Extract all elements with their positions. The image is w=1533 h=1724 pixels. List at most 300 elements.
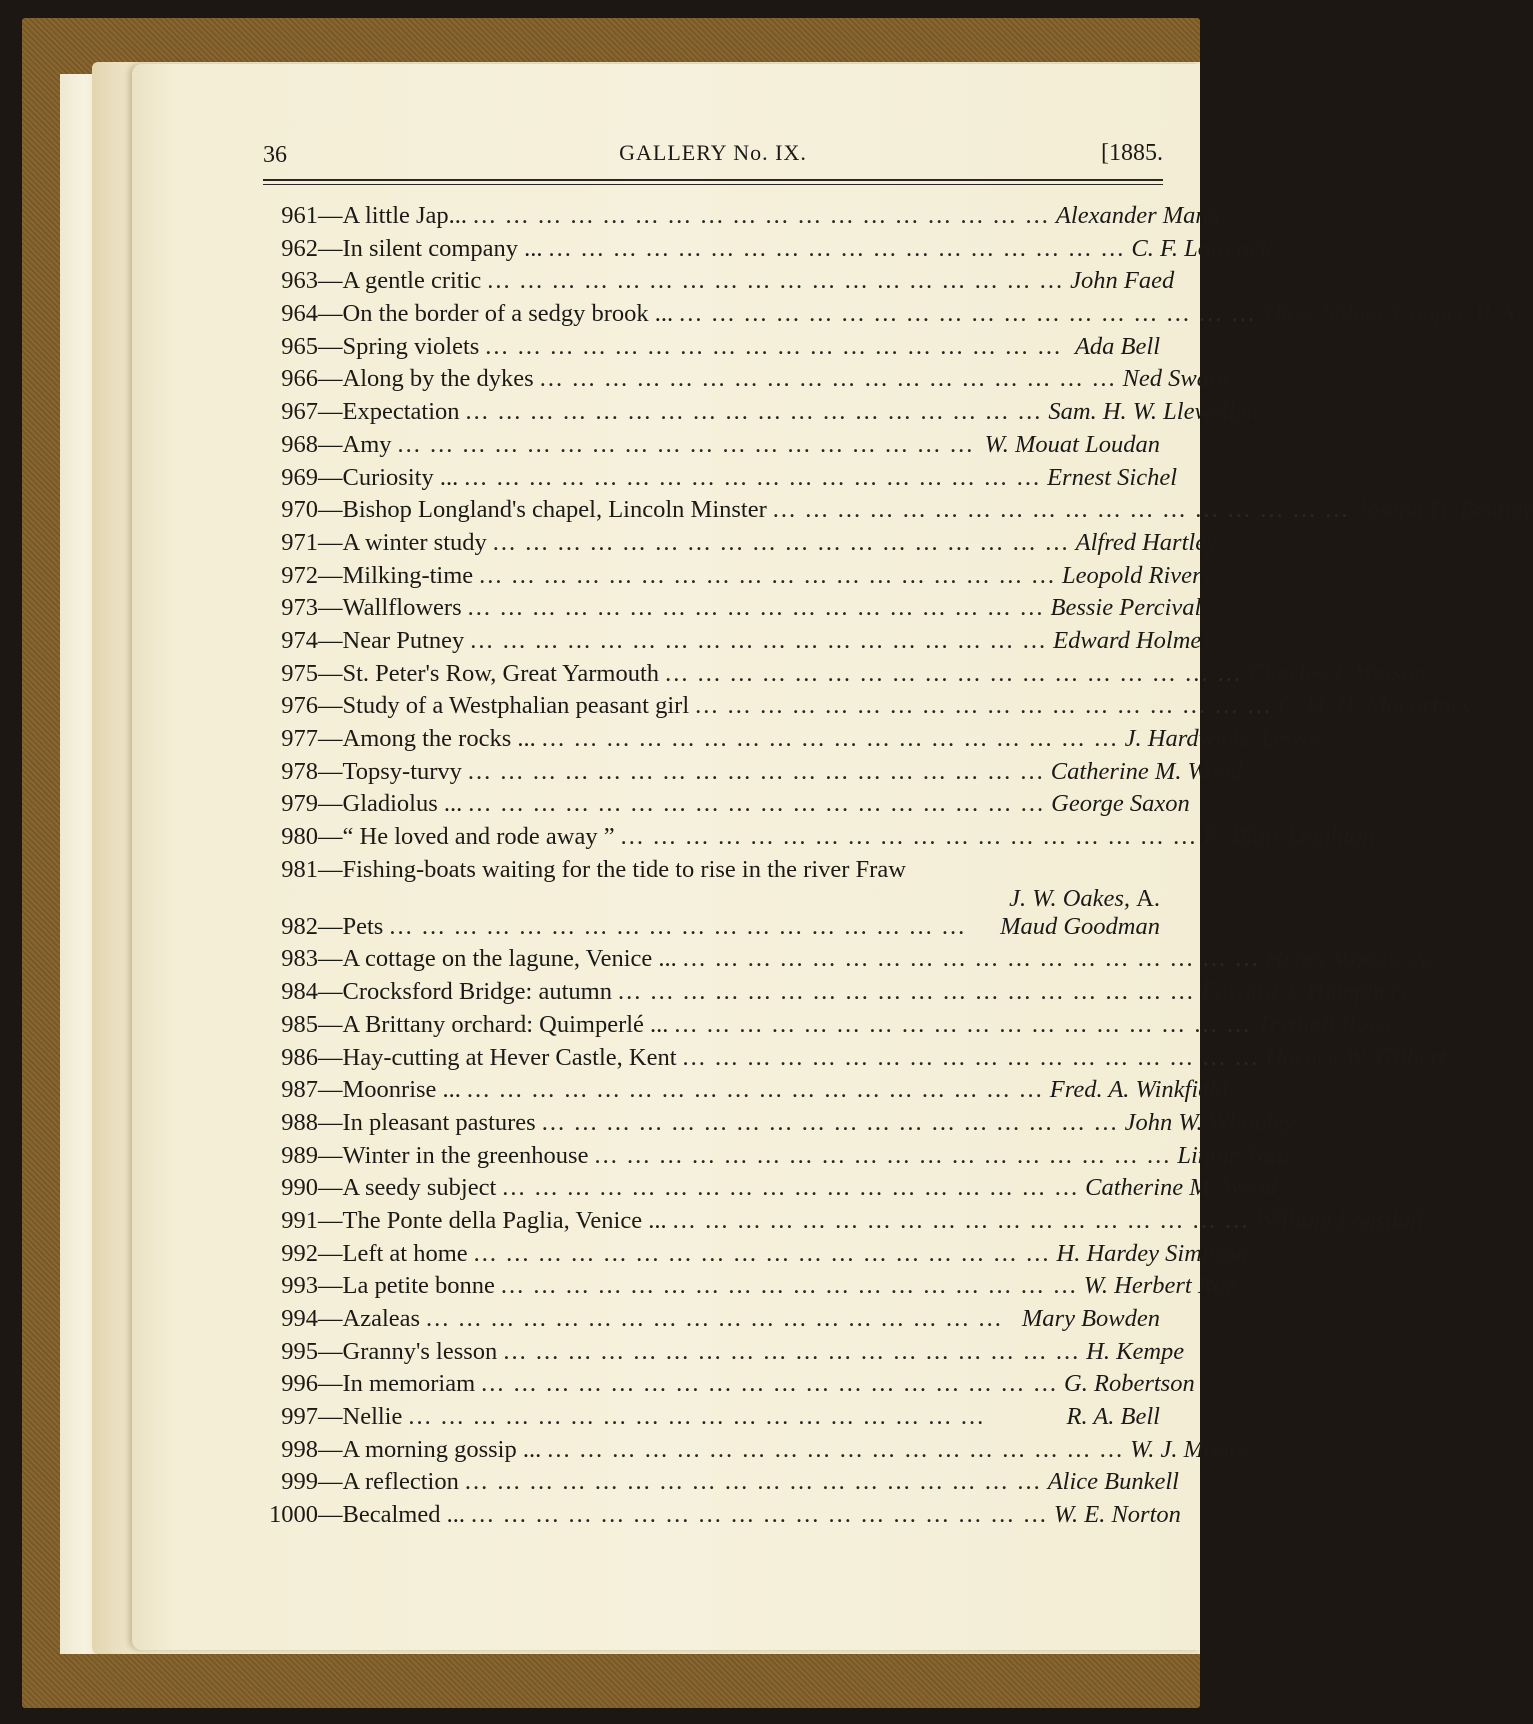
- artist-name: Edward Holmes: [1053, 626, 1211, 654]
- entry-title: “ He loved and rode away ”: [342, 823, 615, 851]
- entry-artist: [1047, 462, 1177, 495]
- catalogue-entry: [246, 1205, 1424, 1238]
- artist-name: W. E. Norton: [1053, 1501, 1181, 1529]
- entry-title: Becalmed ...: [342, 1501, 465, 1529]
- entry-title: On the border of a sedgy brook ...: [342, 300, 674, 328]
- entry-title: Near Putney: [342, 626, 465, 654]
- entry-title: In memoriam: [342, 1370, 476, 1398]
- catalogue-entry: [246, 1336, 1185, 1369]
- artist-name: Ada Bell: [1074, 332, 1160, 360]
- entry-line: [246, 658, 1427, 691]
- dot-leader: ... ... ... ... ... ... ... ... ... ... ... ... ... ... ... ... ... ...: [485, 332, 1063, 360]
- entry-number: 996: [281, 1370, 318, 1398]
- catalogue-entry: [246, 396, 1259, 429]
- catalogue-entry: [246, 788, 1190, 821]
- entry-dash: —: [318, 1108, 343, 1136]
- entry-number: 972: [281, 561, 318, 589]
- entry-artist: [1201, 976, 1410, 1009]
- artist-name: W. J. Moore: [1130, 1435, 1249, 1463]
- gallery-title: GALLERY No. IX.: [619, 140, 807, 165]
- dot-leader: ... ... ... ... ... ... ... ... ... ... ... ... ... ... ... ... ... ...: [594, 1141, 1172, 1169]
- entry-dash: —: [318, 1010, 343, 1038]
- entry-title: Wallflowers: [342, 594, 462, 622]
- artist-name: Catherine M. Wood: [1050, 757, 1243, 785]
- entry-number: 980: [281, 823, 318, 851]
- entry-line: [246, 976, 1411, 1009]
- catalogue-entry: [246, 527, 1217, 560]
- artist-name: Leopold Rivers: [1062, 561, 1212, 589]
- entry-title: The Ponte della Paglia, Venice ...: [342, 1206, 667, 1234]
- entry-number: 976: [281, 692, 318, 720]
- entry-title: St. Peter's Row, Great Yarmouth: [342, 659, 660, 687]
- dot-leader: ... ... ... ... ... ... ... ... ... ... ... ... ... ... ... ... ... ...: [397, 430, 975, 458]
- entry-artist: [1067, 1401, 1160, 1434]
- artist-honor: R.A.: [1476, 300, 1523, 328]
- artist-name: Mary Bowden: [1021, 1305, 1160, 1332]
- entry-line: [246, 1499, 1181, 1532]
- artist-name: Henry Woods,: [1265, 945, 1404, 973]
- artist-name: George Saxon: [1051, 790, 1190, 818]
- entry-artist: [1062, 560, 1211, 593]
- entry-dash: —: [318, 1272, 343, 1300]
- catalogue-entry: [246, 976, 1411, 1009]
- entry-title: Study of a Westphalian peasant girl: [342, 692, 690, 720]
- catalogue-entry: [246, 1238, 1249, 1271]
- entry-number: 990: [281, 1174, 318, 1202]
- entry-number: 995: [281, 1337, 318, 1365]
- artist-name: Ernest Sichel: [1047, 463, 1178, 491]
- dot-leader: ... ... ... ... ... ... ... ... ... ... ... ... ... ... ... ... ... ...: [682, 945, 1260, 973]
- artist-name: Alice Bunkell: [1047, 1468, 1179, 1496]
- entry-number: 993: [281, 1272, 318, 1300]
- catalogue-entry: [246, 1499, 1181, 1532]
- entry-artist: [1257, 1009, 1395, 1042]
- entry-dash: —: [318, 1206, 343, 1234]
- artist-name: William Logsdail: [1255, 1206, 1424, 1234]
- catalogue-entry: [246, 462, 1178, 495]
- entry-number: 975: [281, 659, 318, 687]
- entry-line: [246, 592, 1202, 625]
- artist-name: Joseph H. Bentley: [1355, 496, 1533, 524]
- catalogue-entry: [246, 429, 1160, 462]
- entry-line: [246, 462, 1178, 495]
- dot-leader: ... ... ... ... ... ... ... ... ... ... ... ... ... ... ... ... ... ...: [672, 1206, 1250, 1234]
- artist-name: C. H. H. Macartney: [1278, 692, 1473, 720]
- dot-leader: ... ... ... ... ... ... ... ... ... ... ... ... ... ... ... ... ... ...: [492, 528, 1070, 556]
- entry-artist: [1075, 331, 1160, 364]
- entry-line: [246, 396, 1259, 429]
- entry-title: Winter in the greenhouse: [342, 1141, 589, 1169]
- entry-artist: [1056, 200, 1220, 233]
- entry-dash: —: [318, 790, 343, 818]
- catalogue-entry: [246, 592, 1202, 625]
- header-rule-thick: [263, 179, 1163, 181]
- entry-number: 989: [281, 1141, 318, 1169]
- entry-line: [246, 1368, 1195, 1401]
- entry-number: 988: [281, 1108, 318, 1136]
- dot-leader: ... ... ... ... ... ... ... ... ... ... ... ... ... ... ... ... ... ...: [547, 1435, 1125, 1463]
- entry-line: [246, 1107, 1295, 1140]
- entry-number: 973: [281, 594, 318, 622]
- artist-name: H. Hardey Simpson: [1056, 1239, 1249, 1267]
- entry-line: [246, 1074, 1229, 1107]
- entry-number: 970: [281, 496, 318, 524]
- catalogue-entry: [246, 1009, 1396, 1042]
- page-number: 36: [263, 142, 287, 168]
- entry-artist: [1248, 658, 1426, 691]
- entry-title: Gladiolus ...: [342, 790, 463, 818]
- catalogue-entry: [246, 1303, 1160, 1336]
- catalogue-entry: [246, 756, 1243, 789]
- catalogue-entry: [246, 494, 1533, 527]
- entry-artist: [1130, 1434, 1248, 1467]
- dot-leader: ... ... ... ... ... ... ... ... ... ... ... ... ... ... ... ... ... ...: [674, 1010, 1252, 1038]
- catalogue-entry: [246, 298, 1523, 331]
- entry-title: A little Jap...: [342, 202, 468, 229]
- catalogue-entry: [246, 943, 1434, 976]
- entry-title: Expectation: [342, 398, 460, 426]
- entry-line: [246, 723, 1318, 756]
- entry-line: [246, 1401, 1160, 1434]
- entry-artist: [1076, 527, 1217, 560]
- dot-leader: ... ... ... ... ... ... ... ... ... ... ... ... ... ... ... ... ... ...: [487, 267, 1065, 295]
- entry-line: [246, 429, 1160, 462]
- entry-artist: [1050, 1074, 1228, 1107]
- entry-line: [246, 943, 1434, 976]
- entry-artist: [985, 429, 1160, 462]
- entry-dash: —: [318, 430, 343, 458]
- dot-leader: ... ... ... ... ... ... ... ... ... ... ... ... ... ... ... ... ... ...: [468, 790, 1046, 818]
- entry-dash: —: [318, 757, 343, 785]
- entry-dash: —: [318, 1076, 343, 1104]
- artist-name: Alexander Mann: [1055, 202, 1220, 229]
- entry-line: [246, 1205, 1424, 1238]
- entry-dash: —: [318, 1043, 343, 1071]
- dot-leader: ... ... ... ... ... ... ... ... ... ... ... ... ... ... ... ... ... ...: [548, 234, 1126, 262]
- entry-dash: —: [318, 855, 343, 883]
- artist-name: J. Hardwicke Lewis: [1124, 725, 1318, 752]
- dot-leader: ... ... ... ... ... ... ... ... ... ... ... ... ... ... ... ... ... ...: [682, 1043, 1260, 1071]
- entry-artist: [1000, 911, 1160, 944]
- entry-number: 974: [281, 626, 318, 654]
- entry-dash: —: [318, 1174, 343, 1202]
- catalogue-entry: [246, 1368, 1195, 1401]
- entry-line: [246, 1303, 1160, 1336]
- dot-leader: ... ... ... ... ... ... ... ... ... ... ... ... ... ... ... ... ... ...: [679, 300, 1257, 328]
- catalogue-entries: [246, 200, 1533, 1532]
- catalogue-entry: [246, 331, 1160, 364]
- catalogue-entry: [246, 625, 1211, 658]
- artist-name: Ned Swain: [1122, 365, 1229, 393]
- entry-dash: —: [318, 332, 343, 360]
- entry-artist: [1084, 1270, 1236, 1303]
- entry-line: [246, 911, 1160, 944]
- entry-number: 998: [281, 1435, 318, 1463]
- artist-name: Maud Goodman: [1000, 912, 1160, 940]
- entry-title: Azaleas: [342, 1305, 421, 1332]
- entry-artist: [1125, 723, 1318, 756]
- entry-title: Bishop Longland's chapel, Lincoln Minster: [342, 496, 767, 524]
- entry-number: 981: [281, 855, 318, 883]
- entry-number: 978: [281, 757, 318, 785]
- entry-number: 987: [281, 1076, 318, 1104]
- entry-line: [246, 1336, 1185, 1369]
- dot-leader: ... ... ... ... ... ... ... ... ... ... ... ... ... ... ... ... ... ...: [473, 202, 1050, 229]
- entry-dash: —: [318, 365, 343, 393]
- dot-leader: ... ... ... ... ... ... ... ... ... ... ... ... ... ... ... ... ... ...: [470, 1501, 1048, 1529]
- entry-number: 963: [281, 267, 318, 295]
- dot-leader: ... ... ... ... ... ... ... ... ... ... ... ... ... ... ... ... ... ...: [479, 561, 1057, 589]
- entry-line: [246, 494, 1533, 527]
- dot-leader: ... ... ... ... ... ... ... ... ... ... ... ... ... ... ... ... ... ...: [465, 398, 1043, 426]
- entry-dash: —: [318, 561, 343, 589]
- artist-name: J. W. Oakes,: [1009, 885, 1131, 913]
- entry-title: Hay-cutting at Hever Castle, Kent: [342, 1043, 677, 1071]
- entry-line-continued: [246, 886, 1160, 912]
- entry-title: Nellie: [342, 1403, 403, 1431]
- entry-dash: —: [318, 1403, 343, 1431]
- entry-line: [246, 756, 1243, 789]
- entry-number: 997: [281, 1403, 318, 1431]
- entry-dash: —: [318, 202, 343, 229]
- entry-dash: —: [318, 626, 343, 654]
- entry-dash: —: [318, 496, 343, 524]
- catalogue-entry: [246, 1172, 1277, 1205]
- entry-line: [246, 1140, 1291, 1173]
- entry-dash: —: [318, 234, 343, 262]
- dot-leader: ... ... ... ... ... ... ... ... ... ... ... ... ... ... ... ... ... ...: [695, 692, 1272, 720]
- artist-name: Horace W. Gilbert: [1265, 1043, 1447, 1071]
- entry-dash: —: [318, 528, 343, 556]
- dot-leader: ... ... ... ... ... ... ... ... ... ... ... ... ... ... ... ... ... ...: [467, 757, 1045, 785]
- artist-honor: A.: [1136, 885, 1160, 913]
- entry-artist: [1177, 1140, 1290, 1173]
- entry-number: 969: [281, 463, 318, 491]
- entry-number: 979: [281, 790, 318, 818]
- entry-line: [246, 298, 1523, 331]
- entry-line: [246, 690, 1473, 723]
- entry-dash: —: [318, 912, 343, 940]
- entry-number: 971: [281, 528, 318, 556]
- artist-name: Fred. A. Winkfield: [1049, 1076, 1229, 1104]
- artist-name: Catherine M. Wood: [1085, 1174, 1277, 1202]
- entry-title: Spring violets: [342, 332, 480, 360]
- entry-line: [246, 1042, 1447, 1075]
- entry-dash: —: [318, 1337, 343, 1365]
- entry-artist: [1262, 298, 1523, 331]
- entry-artist: [1009, 885, 1160, 912]
- artist-name: Edward J. Humphery: [1200, 978, 1411, 1006]
- artist-name: Bessie Percival: [1050, 594, 1202, 622]
- catalogue-entry: [246, 821, 1375, 854]
- catalogue-entry: [246, 690, 1473, 723]
- entry-number: 986: [281, 1043, 318, 1071]
- entry-title: In silent company ...: [342, 234, 543, 262]
- dot-leader: ... ... ... ... ... ... ... ... ... ... ... ... ... ... ... ... ... ...: [464, 1468, 1042, 1496]
- entry-artist: [1051, 592, 1202, 625]
- entry-title: La petite bonne: [342, 1272, 495, 1300]
- entry-title: A morning gossip ...: [342, 1435, 542, 1463]
- entry-number: 999: [281, 1468, 318, 1496]
- entry-number: 961: [281, 202, 318, 229]
- entry-number: 983: [281, 945, 318, 973]
- dot-leader: ... ... ... ... ... ... ... ... ... ... ... ... ... ... ... ... ... ...: [617, 978, 1195, 1006]
- entry-artist: [1022, 1303, 1160, 1336]
- catalogue-entry: [246, 200, 1220, 233]
- entry-line: [246, 1172, 1277, 1205]
- entry-line: [246, 363, 1229, 396]
- artist-name: John Faed: [1070, 267, 1175, 295]
- artist-name: Charles J. Watson: [1247, 659, 1427, 687]
- entry-line: [246, 200, 1220, 233]
- entry-number: 982: [281, 912, 318, 940]
- catalogue-entry: [246, 1140, 1291, 1173]
- dot-leader: ... ... ... ... ... ... ... ... ... ... ... ... ... ... ... ... ... ...: [481, 1370, 1059, 1398]
- entry-artist: [1070, 265, 1174, 298]
- entry-title: Pets: [342, 912, 384, 940]
- entry-title: Fishing-boats waiting for the tide to rise in the river Fraw: [342, 855, 906, 883]
- artist-name: G. Robertson: [1064, 1370, 1195, 1398]
- entry-dash: —: [318, 398, 343, 426]
- entry-dash: —: [318, 1239, 343, 1267]
- artist-name: Linnie Watt: [1177, 1141, 1291, 1169]
- artist-name: H. Kempe: [1086, 1337, 1185, 1365]
- catalogue-entry: [246, 911, 1160, 944]
- entry-line: [246, 527, 1217, 560]
- entry-dash: —: [318, 692, 343, 720]
- entry-dash: —: [318, 594, 343, 622]
- entry-title: Left at home: [342, 1239, 468, 1267]
- entry-artist: [1356, 494, 1533, 527]
- entry-line: [246, 1270, 1236, 1303]
- entry-line: [246, 560, 1212, 593]
- entry-title: A cottage on the lagune, Venice ...: [342, 945, 677, 973]
- dot-leader: ... ... ... ... ... ... ... ... ... ... ... ... ... ... ... ... ... ...: [620, 823, 1198, 851]
- entry-artist: [1085, 1172, 1277, 1205]
- entry-dash: —: [318, 463, 343, 491]
- catalogue-entry: [246, 265, 1175, 298]
- entry-number: 962: [281, 234, 318, 262]
- entry-dash: —: [318, 1141, 343, 1169]
- entry-number: 992: [281, 1239, 318, 1267]
- entry-artist: [1057, 1238, 1249, 1271]
- entry-title: A Brittany orchard: Quimperlé ...: [342, 1010, 669, 1038]
- entry-artist: [1064, 1368, 1195, 1401]
- entry-dash: —: [318, 267, 343, 295]
- dot-leader: ... ... ... ... ... ... ... ... ... ... ... ... ... ... ... ... ... ...: [464, 463, 1042, 491]
- page-header: [263, 138, 1163, 172]
- artist-name: W. Herbert Roe: [1083, 1272, 1236, 1300]
- dot-leader: ... ... ... ... ... ... ... ... ... ... ... ... ... ... ... ... ... ...: [539, 365, 1117, 393]
- catalogue-entry: [246, 1074, 1229, 1107]
- artist-honor: A.: [1409, 945, 1434, 973]
- entry-artist: [1125, 1107, 1295, 1140]
- entry-number: 984: [281, 978, 318, 1006]
- entry-line: [246, 331, 1160, 364]
- catalogue-entry: [246, 363, 1229, 396]
- entry-title: Milking-time: [342, 561, 474, 589]
- dot-leader: ... ... ... ... ... ... ... ... ... ... ... ... ... ... ... ... ... ...: [467, 594, 1045, 622]
- entry-number: 1000: [269, 1501, 318, 1529]
- catalogue-entry: [246, 658, 1427, 691]
- entry-title: Crocksford Bridge: autumn: [342, 978, 612, 1006]
- entry-line: [246, 1238, 1249, 1271]
- entry-artist: [1054, 1499, 1181, 1532]
- dot-leader: ... ... ... ... ... ... ... ... ... ... ... ... ... ... ... ... ... ...: [503, 1337, 1081, 1365]
- artist-name: R. A. Bell: [1066, 1403, 1160, 1431]
- entry-title: A seedy subject: [342, 1174, 497, 1202]
- entry-line: [246, 821, 1375, 854]
- catalogue-entry: [246, 1107, 1295, 1140]
- catalogue-entry: [246, 1270, 1236, 1303]
- entry-artist: [1131, 233, 1271, 266]
- artist-name: C. F. Lowcock: [1131, 234, 1272, 262]
- artist-name: Thos. Sidney Cooper,: [1262, 300, 1471, 328]
- entry-dash: —: [318, 659, 343, 687]
- dot-leader: ... ... ... ... ... ... ... ... ... ... ... ... ... ... ... ... ... ...: [500, 1272, 1078, 1300]
- entry-line: [246, 854, 1160, 887]
- catalogue-entry: [246, 1434, 1249, 1467]
- dot-leader: ... ... ... ... ... ... ... ... ... ... ... ... ... ... ... ... ... ...: [502, 1174, 1080, 1202]
- dot-leader: ... ... ... ... ... ... ... ... ... ... ... ... ... ... ... ... ... ...: [426, 1305, 1003, 1332]
- entry-artist: [1255, 1205, 1423, 1238]
- dot-leader: ... ... ... ... ... ... ... ... ... ... ... ... ... ... ... ... ... ...: [470, 626, 1048, 654]
- artist-name: Alfred Hartley: [1075, 528, 1217, 556]
- entry-artist: [1266, 943, 1434, 976]
- entry-line: [246, 625, 1211, 658]
- dot-leader: ... ... ... ... ... ... ... ... ... ... ... ... ... ... ... ... ... ...: [541, 725, 1119, 752]
- entry-dash: —: [318, 1468, 343, 1496]
- entry-title: A winter study: [342, 528, 487, 556]
- catalogue-entry: [246, 1401, 1160, 1434]
- entry-title: Granny's lesson: [342, 1337, 498, 1365]
- entry-artist: [1086, 1336, 1184, 1369]
- entry-dash: —: [318, 300, 343, 328]
- entry-artist: [1278, 690, 1473, 723]
- entry-artist: [1051, 756, 1243, 789]
- entry-title: Amy: [342, 430, 392, 458]
- entry-artist: [1203, 821, 1374, 854]
- entry-number: 994: [281, 1305, 318, 1332]
- entry-title: Among the rocks ...: [342, 725, 536, 752]
- entry-line: [246, 265, 1175, 298]
- entry-line: [246, 233, 1272, 266]
- dot-leader: ... ... ... ... ... ... ... ... ... ... ... ... ... ... ... ... ... ...: [772, 496, 1350, 524]
- entry-dash: —: [318, 978, 343, 1006]
- entry-dash: —: [318, 1370, 343, 1398]
- entry-artist: [1053, 625, 1211, 658]
- artist-name: Trythall Rowe: [1257, 1010, 1396, 1038]
- entry-number: 968: [281, 430, 318, 458]
- entry-title: In pleasant pastures: [342, 1108, 536, 1136]
- catalogue-year: [1885.: [1101, 140, 1163, 166]
- entry-number: 967: [281, 398, 318, 426]
- entry-artist: [1265, 1042, 1446, 1075]
- entry-line: [246, 788, 1190, 821]
- entry-number: 964: [281, 300, 318, 328]
- entry-number: 977: [281, 725, 318, 752]
- entry-dash: —: [318, 1435, 343, 1463]
- dot-leader: ... ... ... ... ... ... ... ... ... ... ... ... ... ... ... ... ... ...: [473, 1239, 1051, 1267]
- catalogue-entry: [246, 1466, 1179, 1499]
- entry-artist: [1051, 788, 1190, 821]
- entry-title: Curiosity ...: [342, 463, 459, 491]
- entry-artist: [1048, 396, 1258, 429]
- entry-title: A reflection: [342, 1468, 459, 1496]
- entry-dash: —: [318, 725, 343, 752]
- entry-line: [246, 1434, 1249, 1467]
- catalogue-entry: [246, 1042, 1447, 1075]
